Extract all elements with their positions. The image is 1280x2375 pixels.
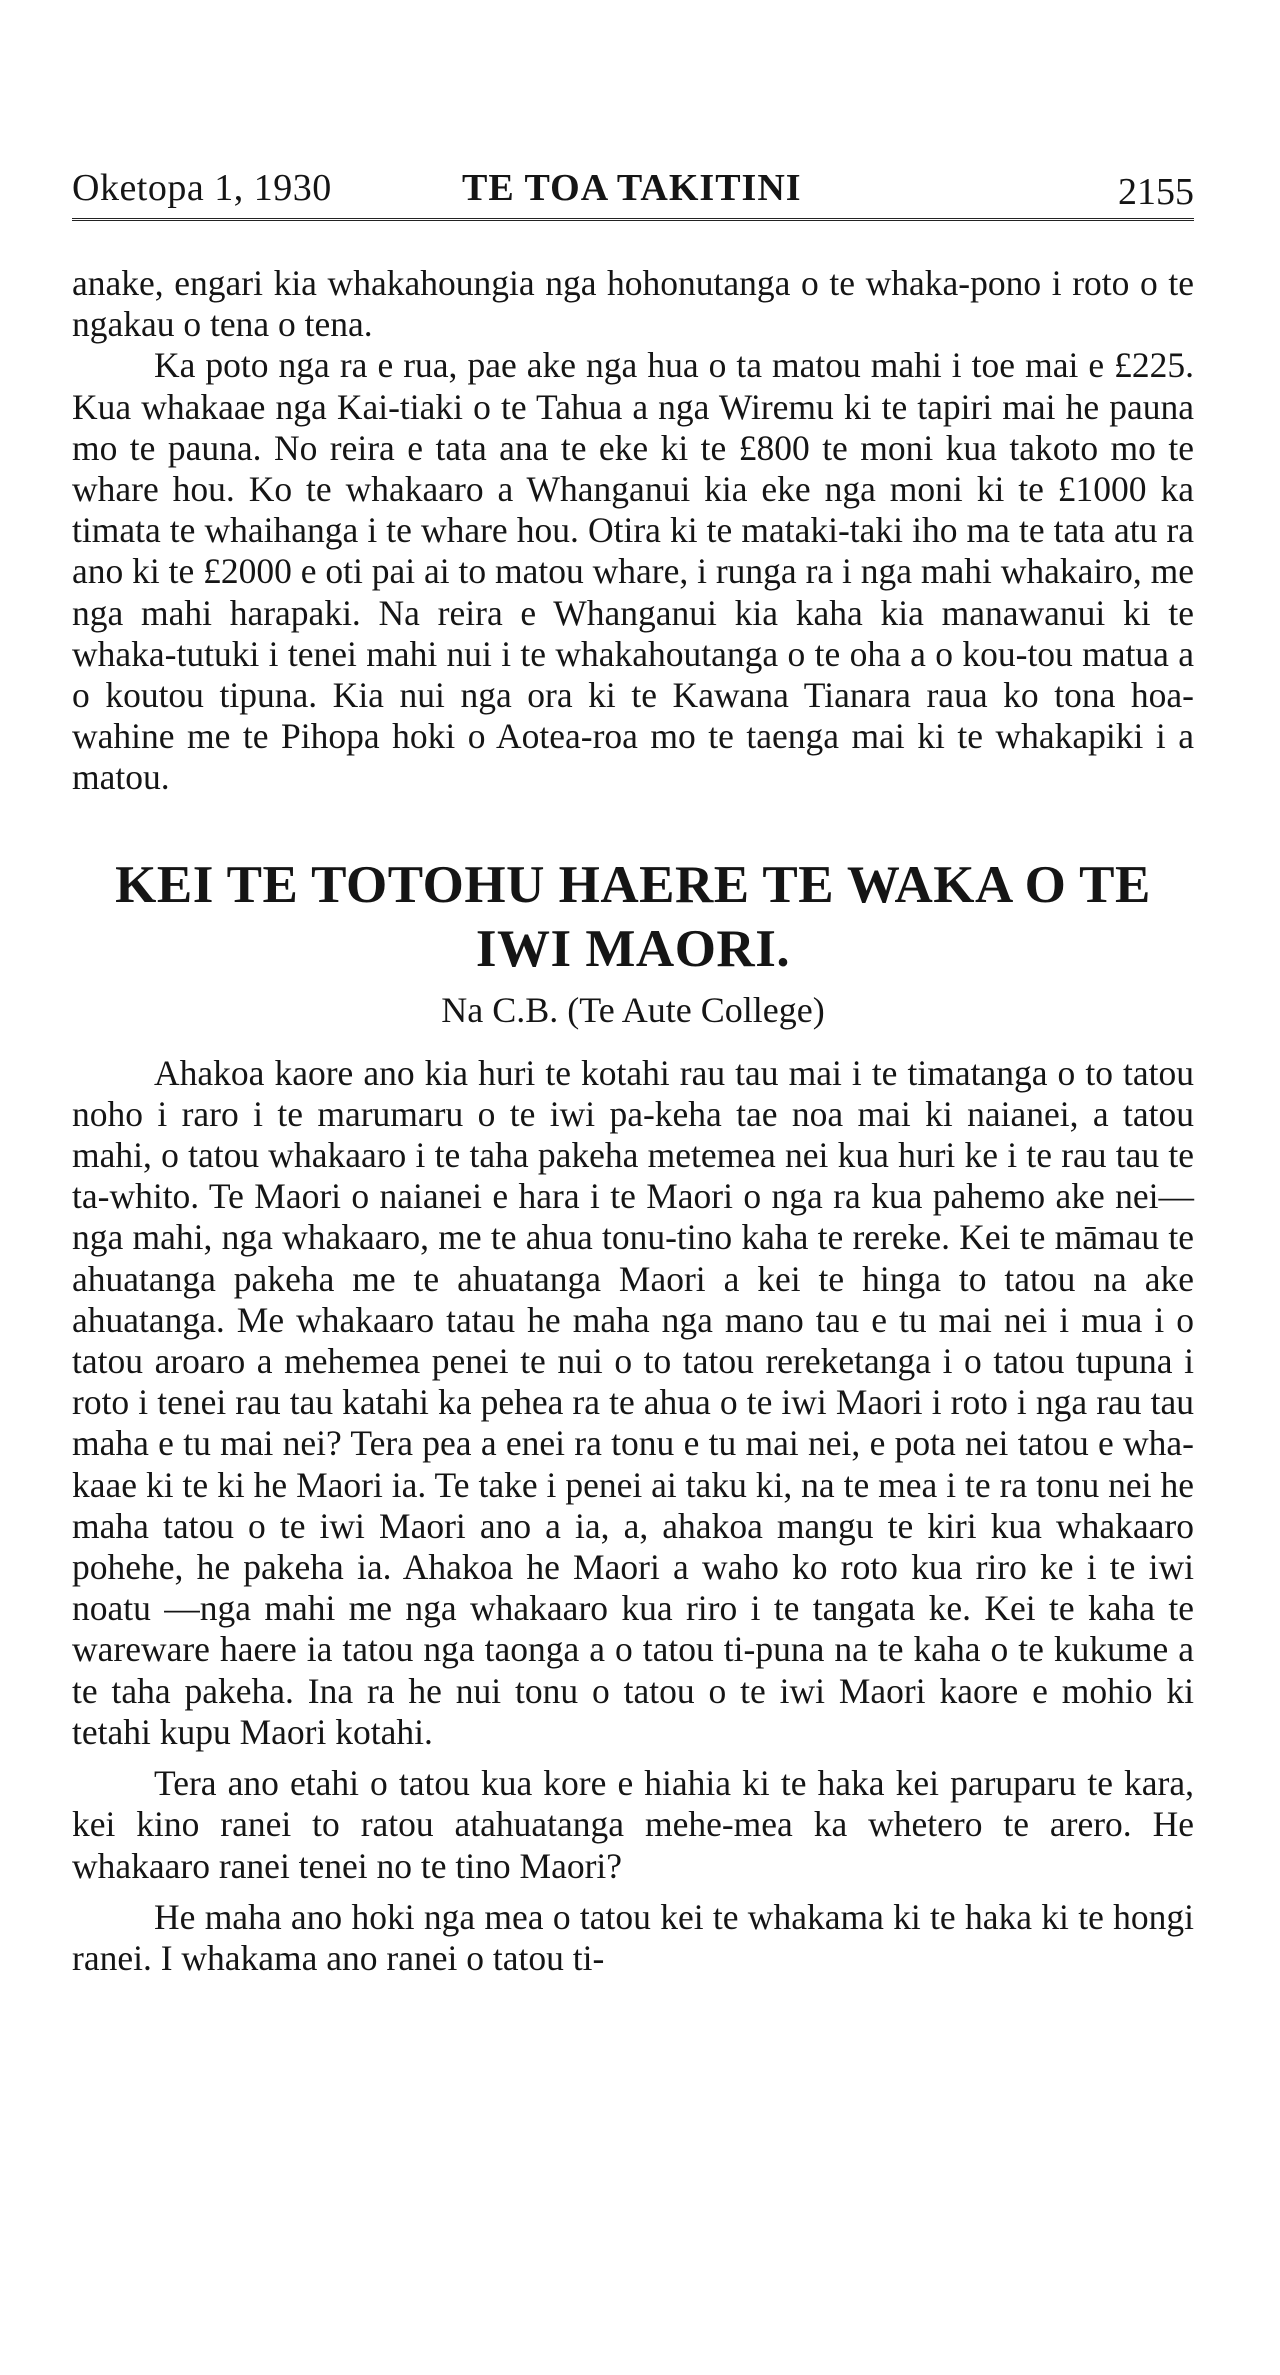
article-byline: Na C.B. (Te Aute College) [441,989,825,1030]
article-paragraph-2: Tera ano etahi o tatou kua kore e hiahia ki te haka kei paruparu te kara, kei kino ranei to ratou atahuatanga mehe-mea ka whetero te arero. He whakaaro ranei tenei no te tino Maori? [72,1763,1194,1886]
page-header [72,160,1194,221]
publication-title: TE TOA TAKITINI [462,167,802,209]
article-body [72,1053,1194,1979]
article-paragraph-3: He maha ano hoki nga mea o tatou kei te whakama ki te haka ki te hongi ranei. I whakama ano ranei o tatou ti- [72,1896,1194,1978]
intro-paragraph-2: Ka poto nga ra e rua, pae ake nga hua o ta matou mahi i toe mai e £225. Kua whakaae nga Kai-tiaki o te Tahua a nga Wiremu ki te tapiri mai he pauna mo te pauna. No reira e tata ana te eke ki te £800 te moni kua takoto mo te whare hou. Ko te whakaaro a Whanganui kia eke nga moni ki te £1000 ka timata te whaihanga i te whare hou. Otira ki te mataki-taki iho ma te tata atu ra ano ki te £2000 e oti pai ai to matou whare, i runga ra i nga mahi whakairo, me nga mahi harapaki. Na reira e Whanganui kia kaha kia manawanui ki te whaka-tutuki i tenei mahi nui i te whakahoutanga o te oha a o kou-tou matua a o koutou tipuna. Kia nui nga ora ki te Kawana Tianara raua ko tona hoa-wahine me te Pihopa hoki o Aotea-roa mo te taenga mai ki te whakapiki i a matou. [72,345,1194,798]
article-title: KEI TE TOTOHU HAERE TE WAKA O TE IWI MAORI. [115,855,1151,978]
intro-paragraph-1: anake, engari kia whakahoungia nga hohonutanga o te whaka-pono i roto o te ngakau o tena o tena. [72,263,1194,345]
issue-date: Oketopa 1, 1930 [72,167,332,209]
newspaper-page [72,160,1194,1979]
intro-section [72,263,1194,799]
article-paragraph-1: Ahakoa kaore ano kia huri te kotahi rau tau mai i te timatanga o to tatou noho i raro i te marumaru o te iwi pa-keha tae noa mai ki naianei, a tatou mahi, o tatou whakaaro i te taha pakeha metemea nei kua huri ke i te rau tau te ta-whito. Te Maori o naianei e hara i te Maori o nga ra kua pahemo ake nei—nga mahi, nga whakaaro, me te ahua tonu-tino kaha te rereke. Kei te māmau te ahuatanga pakeha me te ahuatanga Maori a kei te hinga to tatou na ake ahuatanga. Me whakaaro tatau he maha nga mano tau e tu mai nei i mua i o tatou aroaro a mehemea penei te nui o to tatou rereketanga i o tatou tupuna i roto i tenei rau tau katahi ka pehea ra te ahua o te iwi Maori i roto i nga rau tau maha e tu mai nei? Tera pea a enei ra tonu e tu mai nei, e pota nei tatou e wha-kaae ki te ki he Maori ia. Te take i penei ai taku ki, na te mea i te ra tonu nei he maha tatou o te iwi Maori ano a ia, a, ahakoa mangu te kiri kua whakaaro pohehe, he pakeha ia. Ahakoa he Maori a waho ko roto kua riro ke i te iwi noatu —nga mahi me nga whakaaro kua riro i te tangata ke. Kei te kaha te wareware haere ia tatou nga taonga a o tatou ti-puna na te kaha o te kukume a te taha pakeha. Ina ra he nui tonu o tatou o te iwi Maori kaore e mohio ki tetahi kupu Maori kotahi. [72,1052,1194,1752]
page-number: 2155 [1118,171,1194,213]
